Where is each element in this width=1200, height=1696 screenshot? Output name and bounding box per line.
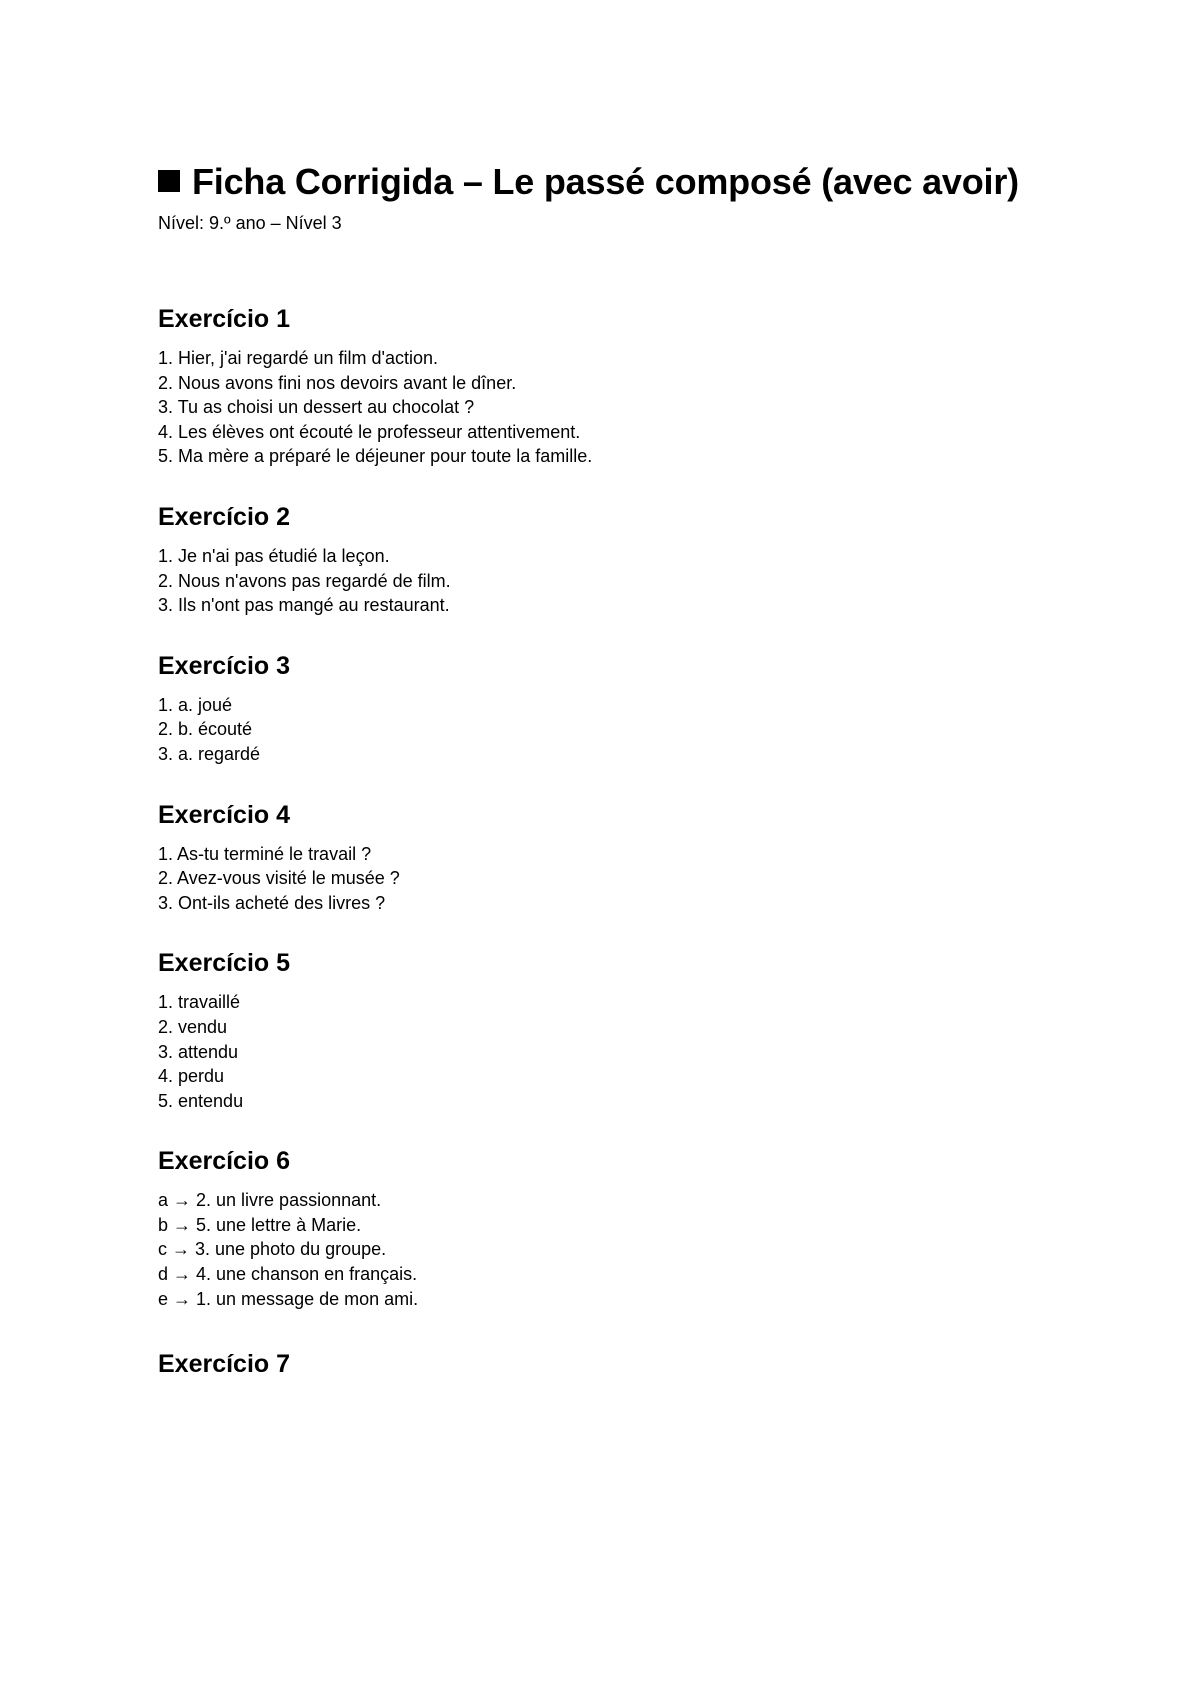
answer-item: 1. Hier, j'ai regardé un film d'action.: [158, 348, 439, 368]
answer-item: 2. Avez-vous visité le musée ?: [158, 868, 400, 889]
answer-list: [158, 1188, 1058, 1311]
answer-item: 1. As-tu terminé le travail ?: [158, 843, 372, 864]
answer-item: 3. a. regardé: [158, 743, 261, 764]
exercise-section-7: [158, 1349, 1058, 1379]
answer-item: 3. Ont-ils acheté des livres ?: [158, 892, 386, 913]
answer-item: 5. Ma mère a préparé le déjeuner pour toute la famille.: [158, 446, 593, 467]
answer-item: 3. Tu as choisi un dessert au chocolat ?: [158, 397, 475, 418]
level-subtitle: Nível: 9.º ano – Nível 3: [158, 213, 342, 233]
answer-item: 4. perdu: [158, 1066, 225, 1087]
exercise-heading: Exercício 2: [158, 502, 291, 531]
answer-item: 1. a. joué: [158, 694, 233, 715]
answer-list: [158, 842, 1058, 916]
answer-item: c → 3. une photo du groupe.: [158, 1239, 387, 1260]
exercise-heading: Exercício 6: [158, 1147, 291, 1176]
exercise-section-2: [158, 502, 1058, 618]
answer-item: 3. attendu: [158, 1041, 239, 1062]
exercise-section-5: [158, 948, 1058, 1113]
exercise-section-6: [158, 1146, 1058, 1311]
document-page: [158, 160, 1058, 1379]
document-title: Ficha Corrigida – Le passé composé (avec avoir): [192, 161, 1019, 202]
answer-item: 1. Je n'ai pas étudié la leçon.: [158, 545, 390, 566]
answer-item: e → 1. un message de mon ami.: [158, 1288, 419, 1309]
answer-list: [158, 346, 1058, 469]
answer-item: 2. b. écouté: [158, 719, 253, 740]
answer-item: 5. entendu: [158, 1090, 244, 1111]
exercise-heading: Exercício 5: [158, 949, 291, 978]
answer-item: 2. Nous avons fini nos devoirs avant le dîner.: [158, 372, 517, 393]
exercise-heading: Exercício 3: [158, 651, 291, 680]
answer-item: 4. Les élèves ont écouté le professeur attentivement.: [158, 421, 581, 442]
exercise-section-3: [158, 651, 1058, 767]
answer-list: [158, 990, 1058, 1113]
answer-item: b → 5. une lettre à Marie.: [158, 1214, 362, 1235]
exercise-heading: Exercício 7: [158, 1350, 291, 1379]
exercise-heading: Exercício 1: [158, 305, 291, 333]
answer-item: a → 2. un livre passionnant.: [158, 1190, 382, 1211]
document-title-row: [158, 160, 1058, 204]
answer-item: 2. vendu: [158, 1016, 228, 1037]
exercise-heading: Exercício 4: [158, 800, 291, 829]
answer-list: [158, 544, 1058, 618]
exercise-section-4: [158, 800, 1058, 916]
answer-item: 1. travaillé: [158, 992, 241, 1013]
answer-item: d → 4. une chanson en français.: [158, 1264, 418, 1285]
black-square-icon: [158, 170, 180, 192]
answer-list: [158, 693, 1058, 767]
answer-item: 2. Nous n'avons pas regardé de film.: [158, 570, 451, 591]
answer-item: 3. Ils n'ont pas mangé au restaurant.: [158, 595, 450, 616]
exercise-section-1: [158, 304, 1058, 469]
